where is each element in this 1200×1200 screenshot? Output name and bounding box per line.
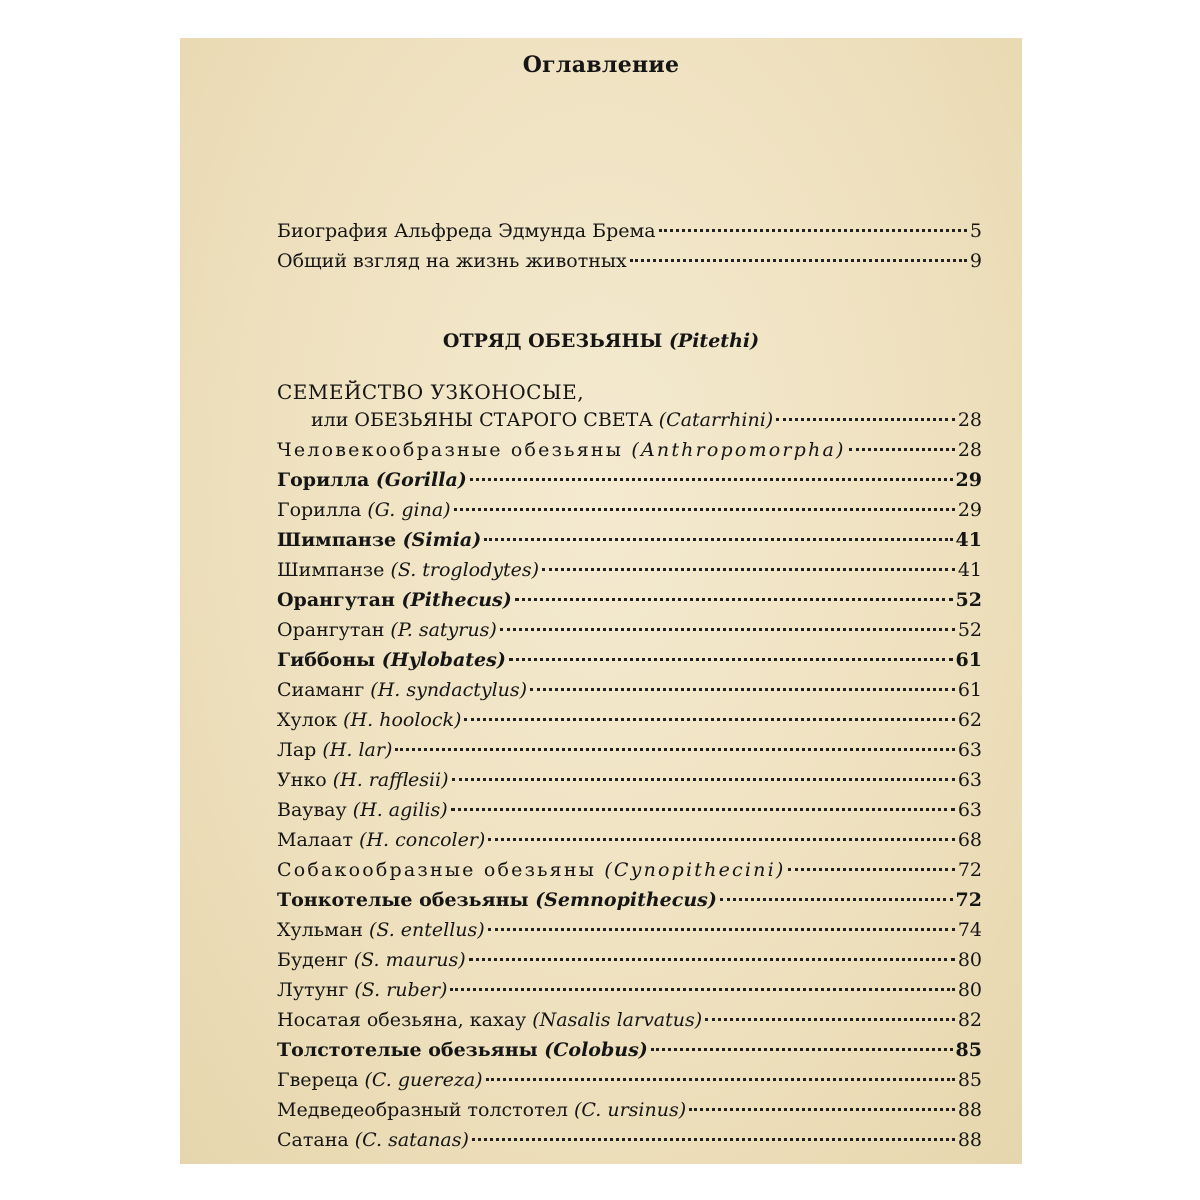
dot-leader <box>464 718 954 721</box>
toc-label-latin: (S. entellus) <box>368 919 485 941</box>
toc-page-number: 85 <box>957 1069 982 1091</box>
dot-leader <box>395 748 954 751</box>
toc-page-number: 63 <box>957 739 982 761</box>
toc-label-ru: Медведеобразный толстотел <box>277 1099 574 1121</box>
dot-leader <box>450 988 954 991</box>
toc-label <box>277 739 392 761</box>
toc-label <box>277 619 497 641</box>
toc-label-latin: (Hylobates) <box>381 649 506 671</box>
toc-page-number: 61 <box>955 649 982 671</box>
toc-label-ru: Носатая обезьяна, кахау <box>277 1009 533 1031</box>
toc-entry <box>277 1129 982 1155</box>
toc-label-latin: (Anthropomorpha) <box>631 439 846 461</box>
toc-label <box>277 649 506 671</box>
toc-label-ru: Горилла <box>277 469 376 491</box>
toc-label-latin: (P. satyrus) <box>390 619 497 641</box>
toc-entry <box>277 1039 982 1065</box>
toc-label <box>311 409 773 431</box>
dot-leader <box>651 1048 953 1051</box>
toc-page-number: 80 <box>957 979 982 1001</box>
dot-leader <box>488 838 954 841</box>
toc-label <box>277 499 451 521</box>
toc-label-latin: (Cynopithecini) <box>604 859 786 881</box>
toc-page-number: 41 <box>957 559 982 581</box>
toc-entry <box>277 829 982 855</box>
toc-page-number: 52 <box>957 619 982 641</box>
family-subheading-entry <box>311 409 982 435</box>
toc-page-number: 41 <box>955 529 982 551</box>
toc-label-latin: (S. ruber) <box>354 979 448 1001</box>
toc-label <box>277 679 527 701</box>
toc-label <box>277 439 846 461</box>
order-heading-label: ОТРЯД ОБЕЗЬЯНЫ <box>442 330 669 352</box>
dot-leader <box>849 448 955 451</box>
dot-leader <box>630 259 967 262</box>
toc-label-latin: (Catarrhini) <box>658 409 774 431</box>
toc-entry <box>277 220 982 246</box>
toc-page-number: 63 <box>957 799 982 821</box>
toc-page-number: 29 <box>957 499 982 521</box>
dot-leader <box>788 868 954 871</box>
toc-label-latin: (Pithecus) <box>401 589 512 611</box>
dot-leader <box>451 808 955 811</box>
toc-entry <box>277 589 982 615</box>
book-page <box>180 38 1022 1164</box>
toc-label <box>277 769 449 791</box>
toc-label-latin: (Semnopithecus) <box>535 889 717 911</box>
toc-label <box>277 1129 469 1151</box>
toc-label-ru: Горилла <box>277 499 368 521</box>
dot-leader <box>689 1108 955 1111</box>
toc-label-ru: Гиббоны <box>277 649 382 671</box>
toc-label-latin: (Nasalis larvatus) <box>532 1009 703 1031</box>
toc-label <box>277 1009 702 1031</box>
toc-label-ru: Ваувау <box>277 799 353 821</box>
toc-label <box>277 1099 686 1121</box>
toc-label-latin: (G. gina) <box>367 499 451 521</box>
toc-label-latin: (H. lar) <box>322 739 393 761</box>
toc-label <box>277 250 627 272</box>
toc-label-ru: Сиаманг <box>277 679 371 701</box>
toc-entry <box>277 499 982 525</box>
toc-page-number: 63 <box>957 769 982 791</box>
dot-leader <box>530 688 955 691</box>
toc-label-ru: Лутунг <box>277 979 355 1001</box>
toc-page-number: 61 <box>957 679 982 701</box>
toc-page-number: 72 <box>955 889 982 911</box>
toc-label-ru: Хулок <box>277 709 344 731</box>
dot-leader <box>486 1078 955 1081</box>
family-heading: СЕМЕЙСТВО УЗКОНОСЫЕ, <box>277 380 585 404</box>
toc-label-latin: (Gorilla) <box>375 469 467 491</box>
dot-leader <box>488 928 955 931</box>
toc-entry <box>277 559 982 585</box>
toc-label-latin: (Colobus) <box>544 1039 648 1061</box>
toc-entry <box>277 919 982 945</box>
toc-label-latin: (C. ursinus) <box>573 1099 687 1121</box>
toc-page-number: 88 <box>957 1129 982 1151</box>
toc-label-ru: Шимпанзе <box>277 529 403 551</box>
toc-entry <box>277 889 982 915</box>
toc-label <box>277 709 461 731</box>
toc-page-number: 82 <box>957 1009 982 1031</box>
toc-label-latin: (H. hoolock) <box>343 709 462 731</box>
toc-entry <box>277 1069 982 1095</box>
toc-page-number: 72 <box>957 859 982 881</box>
toc-entry <box>277 1099 982 1125</box>
toc-label-ru: Сатана <box>277 1129 355 1151</box>
toc-label-latin: (C. guereza) <box>364 1069 483 1091</box>
toc-label-latin: (H. rafflesii) <box>332 769 449 791</box>
order-heading <box>180 330 1022 352</box>
toc-label-ru: Биография Альфреда Эдмунда Брема <box>277 220 656 242</box>
toc-entry <box>277 439 982 465</box>
toc-label <box>277 589 512 611</box>
toc-entry <box>277 469 982 495</box>
toc-label-ru: Хульман <box>277 919 369 941</box>
toc-label-latin: (S. maurus) <box>353 949 466 971</box>
toc-entry <box>277 649 982 675</box>
order-heading-latin: (Pitethi) <box>668 330 760 352</box>
dot-leader <box>659 229 967 232</box>
toc-page-number: 88 <box>957 1099 982 1121</box>
dot-leader <box>776 418 955 421</box>
toc-entry <box>277 1009 982 1035</box>
toc-label-ru: Буденг <box>277 949 354 971</box>
toc-entry <box>277 799 982 825</box>
toc-label-ru: Орангутан <box>277 589 402 611</box>
toc-entry <box>277 739 982 765</box>
toc-label-latin: (H. concoler) <box>359 829 486 851</box>
dot-leader <box>484 538 952 541</box>
toc-entry <box>277 619 982 645</box>
toc-entry <box>277 679 982 705</box>
dot-leader <box>470 478 953 481</box>
dot-leader <box>509 658 953 661</box>
toc-page-number: 28 <box>957 409 982 431</box>
toc-label-ru: Малаат <box>277 829 360 851</box>
toc-entry <box>277 859 982 885</box>
toc-label-latin: (C. satanas) <box>354 1129 469 1151</box>
toc-label <box>277 859 785 881</box>
toc-page-number: 9 <box>969 250 982 272</box>
toc-label-ru: Тонкотелые обезьяны <box>277 889 536 911</box>
toc-entry <box>277 769 982 795</box>
toc-page-number: 74 <box>957 919 982 941</box>
toc-label <box>277 1039 648 1061</box>
toc-page-number: 29 <box>955 469 982 491</box>
toc-page-number: 85 <box>955 1039 982 1061</box>
toc-label-ru: или ОБЕЗЬЯНЫ СТАРОГО СВЕТА <box>311 409 659 431</box>
toc-label-ru: Толстотелые обезьяны <box>277 1039 545 1061</box>
toc-entry <box>277 709 982 735</box>
toc-entry <box>277 250 982 276</box>
toc-label-latin: (H. agilis) <box>352 799 448 821</box>
toc-label <box>277 220 656 242</box>
toc-label <box>277 469 467 491</box>
toc-label <box>277 829 485 851</box>
dot-leader <box>472 1138 955 1141</box>
dot-leader <box>515 598 953 601</box>
toc-label <box>277 949 466 971</box>
toc-entry <box>277 529 982 555</box>
toc-label <box>277 979 447 1001</box>
toc-entry <box>277 949 982 975</box>
toc-label-ru: Человекообразные обезьяны <box>277 439 632 461</box>
toc-page-number: 62 <box>957 709 982 731</box>
toc-label-latin: (S. troglodytes) <box>390 559 540 581</box>
toc-page-number: 5 <box>969 220 982 242</box>
dot-leader <box>500 628 955 631</box>
toc-label <box>277 919 485 941</box>
toc-label <box>277 1069 483 1091</box>
toc-label <box>277 799 448 821</box>
toc-label <box>277 559 539 581</box>
dot-leader <box>705 1018 955 1021</box>
toc-label-ru: Орангутан <box>277 619 391 641</box>
toc-entry <box>277 979 982 1005</box>
dot-leader <box>452 778 955 781</box>
dot-leader <box>542 568 955 571</box>
dot-leader <box>720 898 953 901</box>
toc-page-number: 80 <box>957 949 982 971</box>
toc-page-number: 52 <box>955 589 982 611</box>
toc-label-ru: Собакообразные обезьяны <box>277 859 605 881</box>
toc-label <box>277 529 481 551</box>
toc-label-latin: (H. syndactylus) <box>370 679 528 701</box>
toc-label-ru: Унко <box>277 769 333 791</box>
page-title: Оглавление <box>522 52 680 78</box>
toc-page-number: 68 <box>957 829 982 851</box>
toc-label-ru: Гвереца <box>277 1069 365 1091</box>
dot-leader <box>469 958 955 961</box>
toc-label <box>277 889 717 911</box>
toc-label-latin: (Simia) <box>402 529 482 551</box>
dot-leader <box>454 508 955 511</box>
toc-label-ru: Лар <box>277 739 323 761</box>
toc-label-ru: Шимпанзе <box>277 559 391 581</box>
toc-label-ru: Общий взгляд на жизнь животных <box>277 250 627 272</box>
toc-page-number: 28 <box>957 439 982 461</box>
